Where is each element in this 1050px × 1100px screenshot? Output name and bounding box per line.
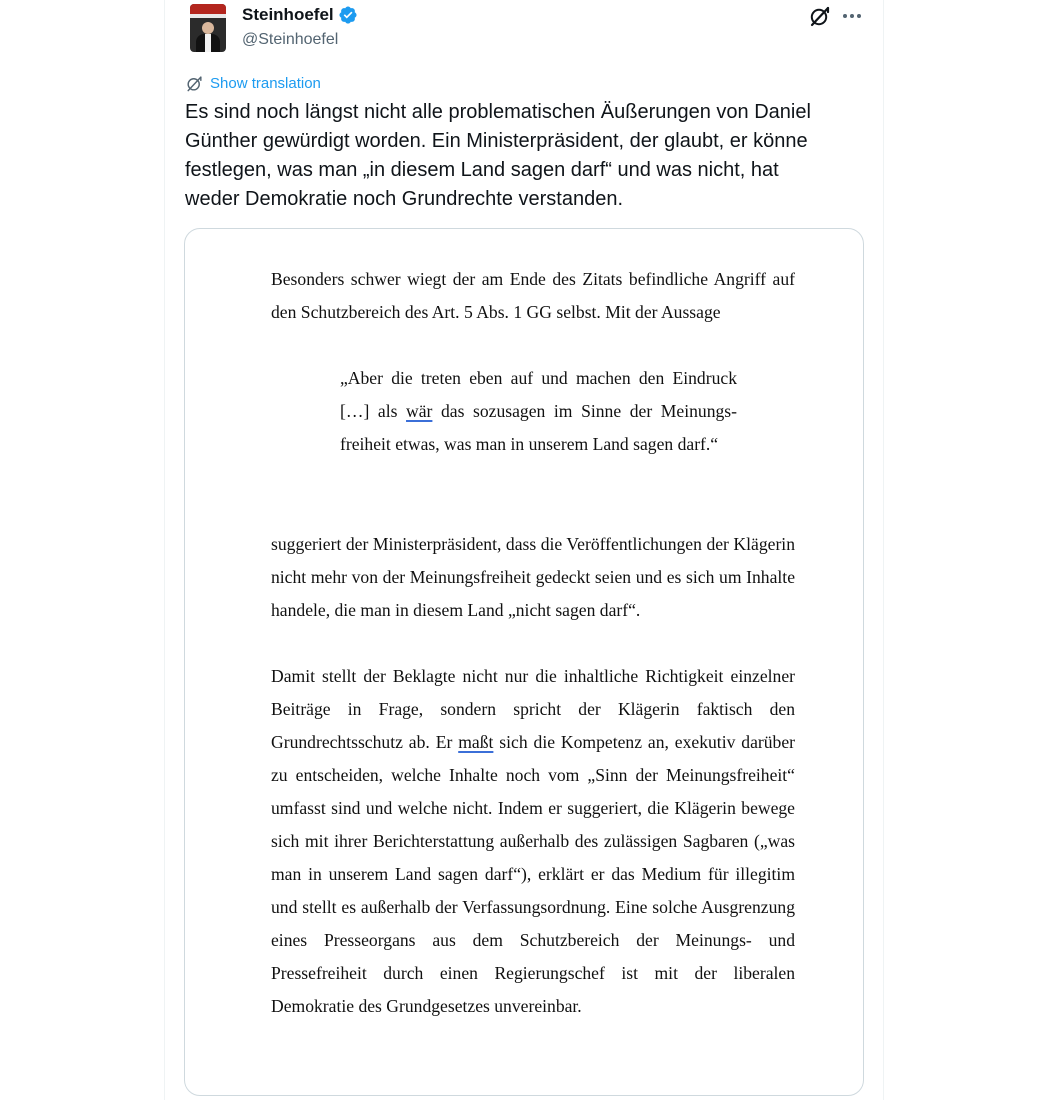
more-horizontal-icon — [840, 4, 864, 28]
tweet-text: Es sind noch längst nicht alle problematischen Äußerungen von Daniel Günther gewürdigt worden. Ein Ministerpräsident, der glaubt, er könne festlegen, was man „in diesem Land sagen darf“ und was nicht, hat weder Demokratie noch Grundrechte verstanden. — [185, 101, 811, 210]
avatar-head — [202, 22, 214, 34]
tweet-image[interactable] — [184, 228, 864, 1096]
verified-badge-icon — [338, 5, 358, 25]
document-paragraph-3 — [271, 660, 795, 1023]
paragraph-3-part-1: Damit stellt der Beklagte nicht nur die inhaltliche Richtigkeit einzelner Beiträge in Frage, sondern spricht der Klägerin faktisch den Grundrechtsschutz ab. Er — [271, 666, 795, 752]
document-paragraph-2 — [271, 528, 795, 627]
document-paragraph-3-text — [271, 660, 795, 1023]
document-paragraph-2-text: suggeriert der Ministerpräsident, dass die Veröffentlichungen der Klägerin nicht mehr von der Meinungsfreiheit gedeckt seien und es sich um Inhalte handele, die man in diesem Land „nicht sagen darf“. — [271, 534, 795, 620]
paragraph-3-underlined-word: maßt — [458, 732, 494, 752]
avatar-stripe — [190, 14, 226, 18]
document-paragraph-1-text: Besonders schwer wiegt der am Ende des Zitats befindliche Angriff auf den Schutzbereich des Art. 5 Abs. 1 GG selbst. Mit der Aussage — [271, 269, 795, 322]
show-translation-link[interactable] — [185, 74, 321, 93]
paragraph-3-part-2: sich die Kompetenz an, exekutiv darüber zu entscheiden, welche Inhalte noch vom „Sinn der Meinungsfreiheit“ umfasst sind und welche nicht. Indem er suggeriert, die Klägerin bewege sich mit ihrer Berichterstattung außerhalb des zulässigen Sagbaren („was man in unserem Land sagen darf“), erklärt er das Medium für illegitim und stellt es außerhalb der Verfassungsordnung. Eine solche Ausgrenzung eines Presseorgans aus dem Schutzbereich der Meinungs- und Pressefreiheit durch einen Regierungschef ist mit der liberalen Demokratie des Grundgesetzes unvereinbar. — [271, 732, 795, 1016]
quote-part-2: das sozusagen im Sinne der Meinungsfreiheit etwas, was man in unserem Land sagen darf.“ — [340, 401, 738, 454]
avatar[interactable] — [190, 4, 226, 52]
document-quote-text — [340, 362, 737, 461]
author-handle[interactable]: @Steinhoefel — [242, 31, 339, 48]
quote-underlined-word: wär — [406, 401, 433, 421]
grok-icon — [808, 4, 832, 28]
avatar-shirt — [205, 34, 211, 52]
document-quote — [340, 362, 737, 461]
author-name-row[interactable] — [242, 5, 358, 25]
show-translation-label[interactable]: Show translation — [210, 75, 321, 92]
author-display-name[interactable]: Steinhoefel — [242, 5, 334, 24]
grok-button[interactable] — [808, 4, 832, 28]
document-paragraph-1 — [271, 263, 795, 329]
quote-part-1: „Aber die treten eben auf und machen den Eindruck […] als — [340, 368, 737, 421]
avatar-banner — [190, 4, 226, 14]
translate-icon — [185, 74, 204, 93]
more-options-button[interactable] — [840, 4, 864, 28]
